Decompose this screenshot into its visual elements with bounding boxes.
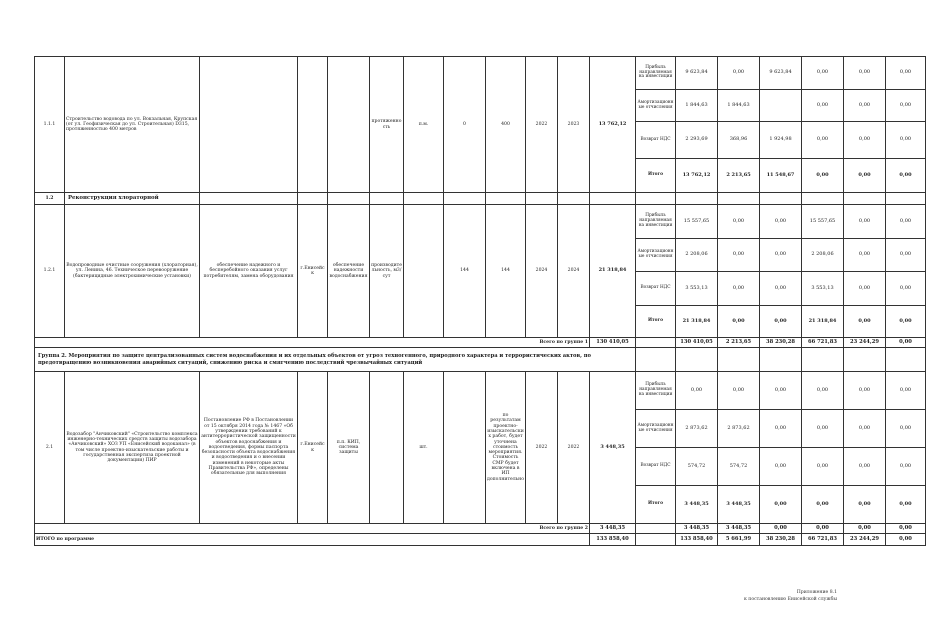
indicator-name — [370, 372, 404, 524]
amount-cell: 0,00 — [886, 122, 926, 159]
table-row-2-1-src1 — [35, 372, 926, 410]
amount-cell: 133 858,40 — [676, 534, 718, 546]
amount-cell: 0,00 — [802, 410, 844, 448]
amount-cell: 0,00 — [844, 90, 886, 122]
grand-total-label: ИТОГО по программе — [35, 534, 590, 546]
amount-cell: 0,00 — [676, 372, 718, 410]
amount-cell: 21 318,84 — [676, 306, 718, 338]
amount-cell: 3 448,35 — [676, 486, 718, 524]
amount-cell: 0,00 — [886, 448, 926, 486]
source-label: Амортизационные отчисления — [636, 90, 676, 122]
source-label: Прибыль направляемая на инвестиции — [636, 372, 676, 410]
source-label: Прибыль направляемая на инвестиции — [636, 205, 676, 239]
amount-cell: 0,00 — [760, 372, 802, 410]
amount-cell: 0,00 — [886, 306, 926, 338]
amount-cell: 0,00 — [802, 372, 844, 410]
section-row-1-2 — [35, 193, 926, 205]
amount-cell: 0,00 — [844, 205, 886, 239]
investment-program-table-page — [34, 56, 912, 546]
amount-cell: 0,00 — [886, 486, 926, 524]
amount-cell: 574,72 — [718, 448, 760, 486]
amount-cell: 0,00 — [760, 410, 802, 448]
amount-cell: 0,00 — [802, 448, 844, 486]
year-start: 2024 — [526, 205, 558, 338]
year-end: 2024 — [558, 205, 590, 338]
row-number: 1.1.1 — [35, 57, 65, 193]
amount-cell: 0,00 — [802, 90, 844, 122]
table-row-1-2-1-src1 — [35, 205, 926, 239]
amount-cell: 15 557,65 — [676, 205, 718, 239]
amount-cell: 66 721,83 — [802, 534, 844, 546]
project-basis: обеспечение надежности водоснабжения — [328, 205, 370, 338]
amount-cell: 2 213,65 — [718, 338, 760, 348]
amount-cell: 1 924,98 — [760, 122, 802, 159]
amount-cell: 1 844,63 — [676, 90, 718, 122]
amount-cell: 0,00 — [844, 306, 886, 338]
amount-cell: 11 548,67 — [760, 159, 802, 193]
amount-cell: 0,00 — [886, 272, 926, 306]
amount-cell: 3 553,13 — [676, 272, 718, 306]
amount-cell: 0,00 — [844, 272, 886, 306]
amount-cell: 0,00 — [718, 306, 760, 338]
amount-cell: 2 213,65 — [718, 159, 760, 193]
year-start: 2022 — [526, 57, 558, 193]
amount-cell: 0,00 — [886, 159, 926, 193]
year-end: 2023 — [558, 57, 590, 193]
amount-cell: 0,00 — [844, 57, 886, 90]
footer-line-1: Приложение 8.1 — [796, 590, 837, 595]
value-before: 144 — [444, 205, 486, 338]
amount-cell: 0,00 — [844, 486, 886, 524]
amount-cell: 13 762,12 — [676, 159, 718, 193]
amount-cell: 0,00 — [844, 239, 886, 272]
source-label: Возврат НДС — [636, 448, 676, 486]
amount-cell: 0,00 — [802, 122, 844, 159]
indicator-unit: п.м. — [404, 57, 444, 193]
amount-cell: 0,00 — [802, 486, 844, 524]
amount-cell: 0,00 — [718, 372, 760, 410]
amount-cell: 5 661,99 — [718, 534, 760, 546]
amount-cell: 0,00 — [886, 338, 926, 348]
amount-cell: 0,00 — [760, 205, 802, 239]
amount-cell: 0,00 — [886, 524, 926, 534]
amount-cell: 2 293,69 — [676, 122, 718, 159]
source-label-total: Итого — [636, 159, 676, 193]
amount-cell: 0,00 — [844, 372, 886, 410]
amount-cell: 0,00 — [886, 534, 926, 546]
project-basis — [328, 57, 370, 193]
project-location: г.Енисейск — [298, 372, 328, 524]
amount-cell: 15 557,65 — [802, 205, 844, 239]
amount-cell: 0,00 — [886, 239, 926, 272]
project-location — [298, 57, 328, 193]
indicator-name: производительность, м3/сут — [370, 205, 404, 338]
amount-cell: 0,00 — [802, 57, 844, 90]
project-name: Водозабор "Анчиковский" «Строительство комплекса инженерно-технических средств защиты водозабора «Анчиковский» ХОЗ УП «Енисейский водоканал» (в том числе проектно-изыскательские работы и государственная экспертиза проектной документации) ПИР — [65, 372, 200, 524]
amount-cell: 9 623,84 — [676, 57, 718, 90]
row-number: 2.1 — [35, 372, 65, 524]
amount-cell: 0,00 — [760, 306, 802, 338]
amount-cell: 0,00 — [760, 486, 802, 524]
source-label: Возврат НДС — [636, 272, 676, 306]
value-before — [444, 372, 486, 524]
stage-note: по результатам проектно-изыскательских работ, будет уточнена стоимость мероприятия. Стоимость СМР будет включена в ИП дополнительно — [486, 372, 526, 524]
amount-cell: 368,96 — [718, 122, 760, 159]
section-number: 1.2 — [35, 193, 65, 205]
amount-cell: 38 230,28 — [760, 534, 802, 546]
year-start: 2022 — [526, 372, 558, 524]
amount-cell: 9 623,84 — [760, 57, 802, 90]
project-name: Водопроводные очистные сооружения (хлораторная), ул. Ленина, 46. Техническое перевооружение (бактерицидные электрохимические установки) — [65, 205, 200, 338]
amount-cell: 2 873,62 — [718, 410, 760, 448]
indicator-unit: шт. — [404, 372, 444, 524]
group-total-label: Всего по группе 1 — [35, 338, 590, 348]
amount-cell: 0,00 — [760, 272, 802, 306]
source-label: Амортизационные отчисления — [636, 239, 676, 272]
source-label: Амортизационные отчисления — [636, 410, 676, 448]
amount-cell: 0,00 — [844, 410, 886, 448]
amount-cell: 0,00 — [802, 524, 844, 534]
amount-cell: 3 448,35 — [676, 524, 718, 534]
amount-cell: 0,00 — [760, 524, 802, 534]
project-name: Строительство водовода по ул. Вокзальная, Крупская (от ул. Геофизическая до ул. Строительная) D315, протяженностью 400 метров — [65, 57, 200, 193]
group-1-total-row — [35, 338, 926, 348]
group-2-heading-row — [35, 348, 926, 372]
amount-cell: 2 208,06 — [676, 239, 718, 272]
footer-line-2: к постановлению Енисейской службы — [743, 597, 837, 603]
value-before: 0 — [444, 57, 486, 193]
project-total: 13 762,12 — [590, 57, 636, 193]
amount-cell: 0,00 — [844, 122, 886, 159]
amount-cell: 0,00 — [718, 57, 760, 90]
page-footer — [744, 589, 837, 604]
group-2-title: Группа 2. Мероприятия по защите централизованных систем водоснабжения и их отдельных объектов от угроз техногенного, природного характера и террористических актов, по предотвращению возникновения аварийных ситуаций, снижению риска и смягчению последствий чрезвычайных ситуаций — [35, 348, 636, 372]
amount-cell: 0,00 — [802, 159, 844, 193]
amount-cell: 38 230,28 — [760, 338, 802, 348]
amount-cell: 0,00 — [718, 205, 760, 239]
row-number: 1.2.1 — [35, 205, 65, 338]
project-total: 3 448,35 — [590, 372, 636, 524]
value-after: 400 — [486, 57, 526, 193]
group-2-total-row — [35, 524, 926, 534]
amount-cell: 2 208,06 — [802, 239, 844, 272]
group-total-amount: 3 448,35 — [590, 524, 636, 534]
indicator-unit — [404, 205, 444, 338]
source-label: Прибыль направляемая на инвестиции — [636, 57, 676, 90]
source-label-total: Итого — [636, 486, 676, 524]
amount-cell: 0,00 — [886, 57, 926, 90]
grand-total-amount: 133 858,40 — [590, 534, 636, 546]
year-end: 2022 — [558, 372, 590, 524]
amount-cell: 3 448,35 — [718, 524, 760, 534]
project-purpose: обеспечение надежного и бесперебойного оказания услуг потребителям, замена оборудования — [200, 205, 298, 338]
amount-cell: 23 244,29 — [844, 338, 886, 348]
section-title: Реконструкция хлораторной — [65, 193, 200, 205]
table-row-1-1-1-src1 — [35, 57, 926, 90]
amount-cell: 0,00 — [844, 159, 886, 193]
amount-cell: 0,00 — [760, 448, 802, 486]
grand-total-row — [35, 534, 926, 546]
amount-cell: 130 410,05 — [676, 338, 718, 348]
project-purpose — [200, 57, 298, 193]
project-total: 21 318,84 — [590, 205, 636, 338]
amount-cell: 0,00 — [886, 372, 926, 410]
value-after: 144 — [486, 205, 526, 338]
amount-cell: 3 448,35 — [718, 486, 760, 524]
amount-cell: 0,00 — [844, 448, 886, 486]
amount-cell: 0,00 — [718, 239, 760, 272]
project-basis: п.п. КИП, система защиты — [328, 372, 370, 524]
amount-cell: 3 553,13 — [802, 272, 844, 306]
source-label: Возврат НДС — [636, 122, 676, 159]
amount-cell: 0,00 — [760, 239, 802, 272]
amount-cell: 2 873,62 — [676, 410, 718, 448]
project-location: г.Енисейск — [298, 205, 328, 338]
source-label-total: Итого — [636, 306, 676, 338]
amount-cell: 574,72 — [676, 448, 718, 486]
amount-cell: 0,00 — [886, 205, 926, 239]
amount-cell: 21 318,84 — [802, 306, 844, 338]
indicator-name: протяженность — [370, 57, 404, 193]
amount-cell: 0,00 — [886, 410, 926, 448]
amount-cell: 0,00 — [844, 524, 886, 534]
amount-cell: 23 244,29 — [844, 534, 886, 546]
amount-cell: 0,00 — [718, 272, 760, 306]
group-total-amount: 130 410,05 — [590, 338, 636, 348]
amount-cell: 66 721,83 — [802, 338, 844, 348]
group-total-label: Всего по группе 2 — [35, 524, 590, 534]
project-purpose: Постановление РФ в Постановлении от 15 октября 2014 года № 1467 «Об утверждении требований к антитеррористической защищенности объектов водоснабжения и водоотведения, формы паспорта безопасности объекта водоснабжения и водоотведения и о внесении изменений в некоторые акты Правительства РФ», определены обязательные для выполнения — [200, 372, 298, 524]
amount-cell: 0,00 — [886, 90, 926, 122]
amount-cell — [760, 90, 802, 122]
investment-program-table — [34, 56, 926, 546]
amount-cell: 1 844,63 — [718, 90, 760, 122]
